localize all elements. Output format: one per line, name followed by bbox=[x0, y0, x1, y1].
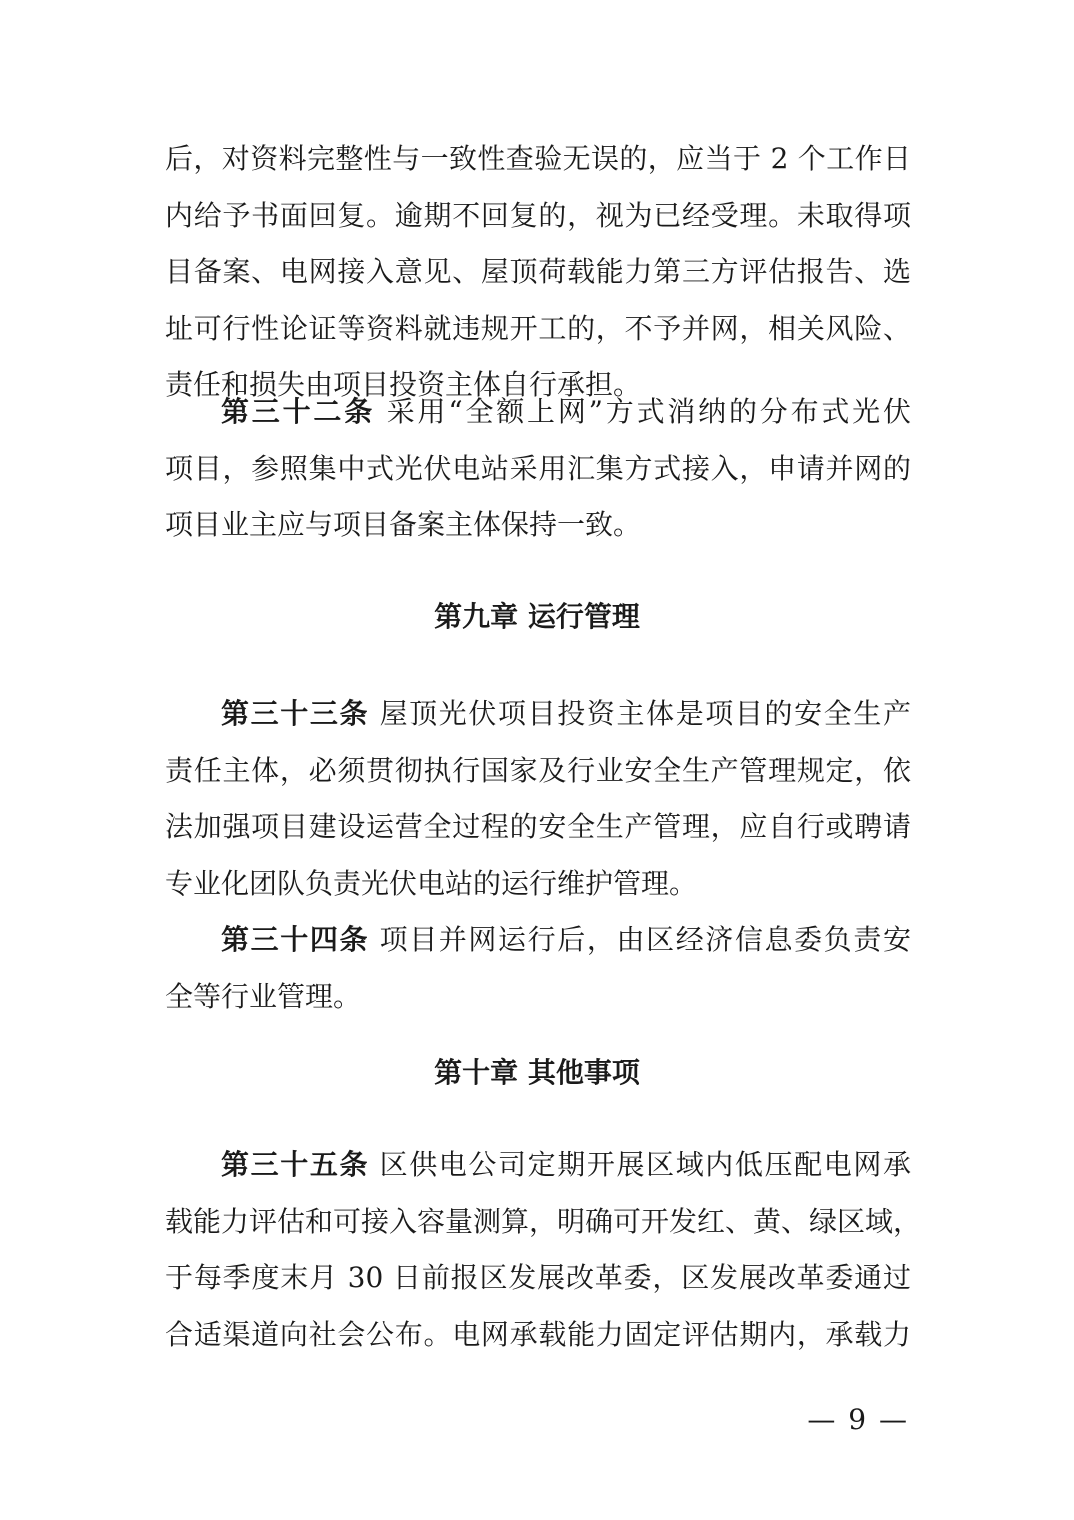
article-first-line bbox=[165, 686, 911, 743]
article-first-line bbox=[165, 912, 911, 969]
chapter-heading: 第十章 其他事项 bbox=[434, 1056, 640, 1089]
text-line: 项目业主应与项目备案主体保持一致。 bbox=[165, 508, 642, 541]
article-text: 采用“全额上网”方式消纳的分布式光伏 bbox=[386, 395, 911, 428]
text-line: 法加强项目建设运营全过程的安全生产管理，应自行或聘请 bbox=[165, 810, 911, 843]
text-line: 全等行业管理。 bbox=[165, 979, 362, 1013]
article-first-line bbox=[165, 384, 911, 441]
article-title: 第三十五条 bbox=[221, 1148, 370, 1181]
text-line: 载能力评估和可接入容量测算，明确可开发红、黄、绿区域， bbox=[165, 1204, 922, 1238]
article-first-line bbox=[165, 1137, 911, 1194]
text-line: 责任和损失由项目投资主体自行承担。 bbox=[165, 368, 642, 401]
article-34 bbox=[165, 912, 911, 1025]
article-32 bbox=[165, 384, 911, 554]
text-line: 责任主体，必须贯彻执行国家及行业安全生产管理规定，依 bbox=[165, 753, 911, 787]
text-line: 址可行性论证等资料就违规开工的，不予并网，相关风险、 bbox=[165, 311, 911, 345]
text-line: 于每季度末月 30 日前报区发展改革委，区发展改革委通过 bbox=[165, 1261, 911, 1294]
text-line: 后，对资料完整性与一致性查验无误的，应当于 2 个工作日 bbox=[165, 142, 911, 175]
text-line: 项目，参照集中式光伏电站采用汇集方式接入，申请并网的 bbox=[165, 451, 911, 485]
article-text: 屋顶光伏项目投资主体是项目的安全生产 bbox=[379, 697, 911, 730]
article-text: 区供电公司定期开展区域内低压配电网承 bbox=[379, 1148, 911, 1181]
text-line: 目备案、电网接入意见、屋顶荷载能力第三方评估报告、选 bbox=[165, 255, 911, 288]
article-title: 第三十三条 bbox=[221, 697, 370, 730]
chapter-heading: 第九章 运行管理 bbox=[434, 600, 640, 633]
article-title: 第三十二条 bbox=[221, 395, 376, 428]
article-title: 第三十四条 bbox=[221, 923, 370, 956]
text-line: 合适渠道向社会公布。电网承载能力固定评估期内，承载力 bbox=[165, 1317, 911, 1351]
article-35 bbox=[165, 1137, 922, 1363]
page-number: — 9 — bbox=[807, 1403, 909, 1436]
article-text: 项目并网运行后，由区经济信息委负责安 bbox=[379, 923, 911, 956]
paragraph-continuation bbox=[165, 131, 911, 414]
text-line: 专业化团队负责光伏电站的运行维护管理。 bbox=[165, 866, 698, 900]
article-33 bbox=[165, 686, 911, 912]
text-line: 内给予书面回复。逾期不回复的，视为已经受理。未取得项 bbox=[165, 198, 911, 232]
